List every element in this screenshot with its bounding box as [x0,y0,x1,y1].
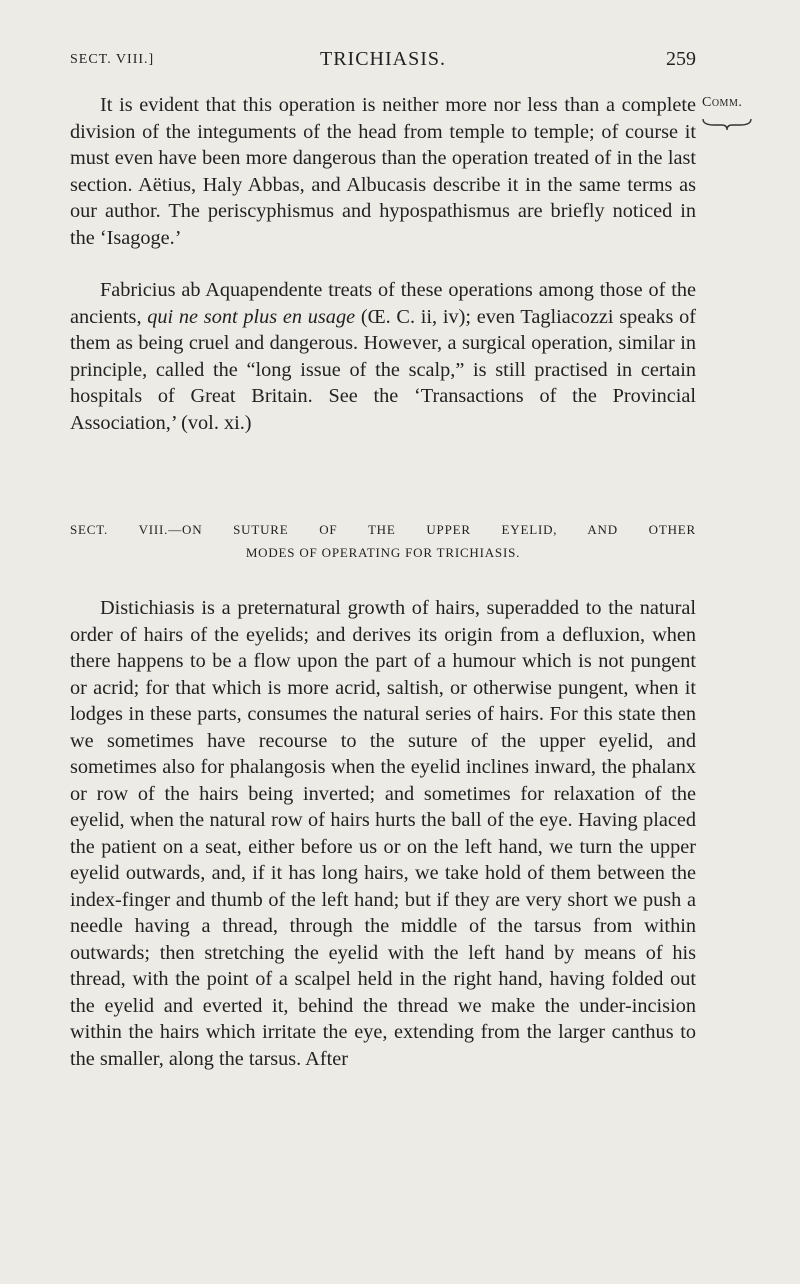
italic-phrase: qui ne sont plus en usage [147,305,356,328]
paragraph-text-part: (Œ. C. ii, iv); even Tagliacozzi speaks of them as being cruel and dangerous. However, a surgical operation, similar in principle, called the “long issue of the scalp,” is still practised in certain hospitals of Great Britain. See the ‘Transactions of the Provincial Association,’ (vol. xi.) [70,305,696,434]
section-heading-line-2: MODES OF OPERATING FOR TRICHIASIS. [245,545,521,560]
header-title: TRICHIASIS. [319,48,446,70]
margin-brace-icon [702,117,752,131]
page-number: 259 [666,48,696,70]
margin-note-commentary: Comm. [702,95,743,110]
paragraph-main-text [70,595,696,1072]
paragraph-commentary-2 [70,277,696,436]
paragraph-text: Distichiasis is a preternatural growth of hairs, superadded to the natural order of hairs of the eyelids; and derives its origin from a defluxion, when there happens to be a flow upon the part of a humour which is not pungent or acrid; for that which is more acrid, saltish, or otherwise pungent, when it lodges in these parts, consumes the natural series of hairs. For this state then we sometimes have recourse to the suture of the upper eyelid, and sometimes also for phalangosis when the eyelid inclines inward, the phalanx or row of the hairs being inverted; and sometimes for relaxation of the eyelid, when the natural row of hairs hurts the ball of the eye. Having placed the patient on a seat, either before us or on the left hand, we turn the upper eyelid outwards, and, if it has long hairs, we take hold of them between the index-finger and thumb of the left hand; but if they are very short we push a needle having a thread, through the middle of the tarsus from within outwards; then stretching the eyelid with the left hand by means of his thread, with the point of a scalpel held in the right hand, having folded out the eyelid and everted it, behind the thread we make the under-incision within the hairs which irritate the eye, extending from the larger canthus to the smaller, along the tarsus. After [70,597,696,1070]
header-section-ref: SECT. VIII.] [70,52,155,67]
section-heading-line-1: SECT. VIII.—ON SUTURE OF THE UPPER EYELID, AND OTHER [70,522,696,537]
running-header [70,48,696,74]
paragraph-text: It is evident that this operation is neither more nor less than a complete division of the integuments of the head from temple to temple; of course it must even have been more dangerous than the operation treated of in the last section. Aëtius, Haly Abbas, and Albucasis describe it in the same terms as our author. The periscyphismus and hypospathismus are briefly noticed in the ‘Isagoge.’ [70,94,696,249]
paragraph-text [70,277,696,436]
paragraph-commentary-1 [70,92,696,251]
paragraph-text-part: Fabricius ab Aquapendente treats of these operations among those of the ancients, [70,279,696,328]
section-heading [70,518,696,564]
